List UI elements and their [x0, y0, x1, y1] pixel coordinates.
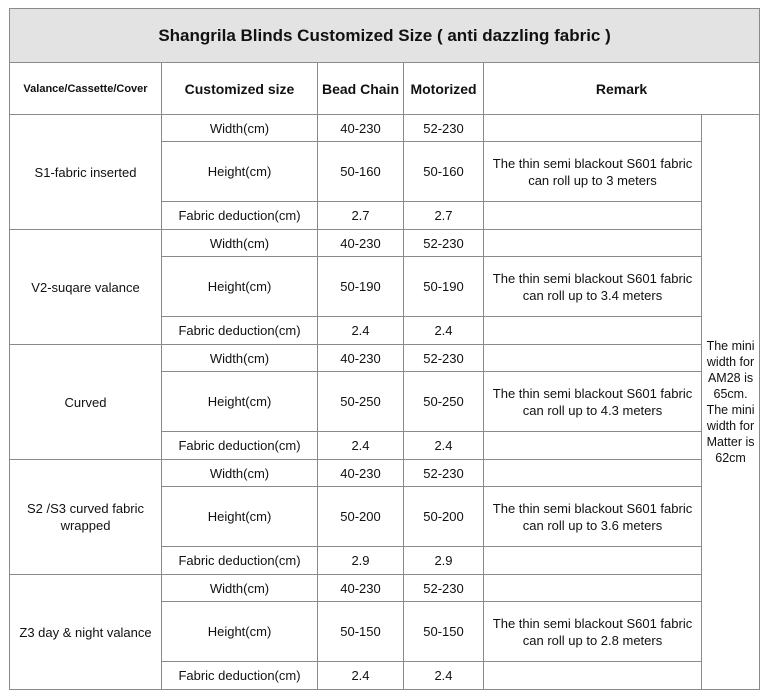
table-row [10, 115, 760, 142]
bead-chain-value: 40-230 [318, 115, 404, 142]
motorized-value: 52-230 [404, 230, 484, 257]
header-bead-chain: Bead Chain [318, 63, 404, 115]
bead-chain-value: 2.9 [318, 547, 404, 575]
header-valance: Valance/Cassette/Cover [10, 63, 162, 115]
motorized-value: 50-250 [404, 372, 484, 432]
size-table [9, 8, 760, 690]
size-label: Height(cm) [162, 257, 318, 317]
bead-chain-value: 50-150 [318, 602, 404, 662]
table-row [10, 460, 760, 487]
motorized-value: 2.4 [404, 662, 484, 690]
group-name: V2-suqare valance [10, 230, 162, 345]
motorized-value: 2.7 [404, 202, 484, 230]
remark-value [484, 202, 702, 230]
group-name: S1-fabric inserted [10, 115, 162, 230]
bead-chain-value: 50-200 [318, 487, 404, 547]
bead-chain-value: 40-230 [318, 575, 404, 602]
motorized-value: 2.4 [404, 317, 484, 345]
size-label: Height(cm) [162, 372, 318, 432]
bead-chain-value: 50-190 [318, 257, 404, 317]
bead-chain-value: 2.4 [318, 432, 404, 460]
motorized-value: 50-150 [404, 602, 484, 662]
motorized-value: 50-200 [404, 487, 484, 547]
header-remark: Remark [484, 63, 760, 115]
bead-chain-value: 2.7 [318, 202, 404, 230]
remark-value: The thin semi blackout S601 fabric can roll up to 4.3 meters [484, 372, 702, 432]
motorized-value: 52-230 [404, 345, 484, 372]
size-label: Height(cm) [162, 602, 318, 662]
size-label: Width(cm) [162, 230, 318, 257]
size-label: Width(cm) [162, 460, 318, 487]
bead-chain-value: 2.4 [318, 662, 404, 690]
side-note: The mini width for AM28 is 65cm. The mini width for Matter is 62cm [702, 115, 760, 690]
remark-value: The thin semi blackout S601 fabric can roll up to 2.8 meters [484, 602, 702, 662]
bead-chain-value: 40-230 [318, 345, 404, 372]
table-row [10, 575, 760, 602]
size-label: Height(cm) [162, 142, 318, 202]
motorized-value: 2.4 [404, 432, 484, 460]
remark-value [484, 432, 702, 460]
bead-chain-value: 50-160 [318, 142, 404, 202]
table-row [10, 230, 760, 257]
remark-value [484, 230, 702, 257]
size-label: Height(cm) [162, 487, 318, 547]
bead-chain-value: 2.4 [318, 317, 404, 345]
size-label: Fabric deduction(cm) [162, 432, 318, 460]
size-label: Fabric deduction(cm) [162, 202, 318, 230]
size-label: Fabric deduction(cm) [162, 662, 318, 690]
table-title: Shangrila Blinds Customized Size ( anti dazzling fabric ) [10, 9, 760, 63]
motorized-value: 50-160 [404, 142, 484, 202]
remark-value [484, 115, 702, 142]
bead-chain-value: 40-230 [318, 460, 404, 487]
motorized-value: 2.9 [404, 547, 484, 575]
size-label: Fabric deduction(cm) [162, 317, 318, 345]
remark-value: The thin semi blackout S601 fabric can roll up to 3.4 meters [484, 257, 702, 317]
remark-value [484, 317, 702, 345]
table-row [10, 345, 760, 372]
remark-value [484, 460, 702, 487]
remark-value [484, 547, 702, 575]
motorized-value: 52-230 [404, 460, 484, 487]
motorized-value: 52-230 [404, 575, 484, 602]
group-name: Z3 day & night valance [10, 575, 162, 690]
bead-chain-value: 50-250 [318, 372, 404, 432]
size-label: Fabric deduction(cm) [162, 547, 318, 575]
remark-value [484, 662, 702, 690]
remark-value: The thin semi blackout S601 fabric can roll up to 3.6 meters [484, 487, 702, 547]
size-table-sheet [9, 8, 759, 686]
motorized-value: 52-230 [404, 115, 484, 142]
bead-chain-value: 40-230 [318, 230, 404, 257]
header-motorized: Motorized [404, 63, 484, 115]
table-body [10, 115, 760, 690]
motorized-value: 50-190 [404, 257, 484, 317]
size-label: Width(cm) [162, 115, 318, 142]
header-customized-size: Customized size [162, 63, 318, 115]
size-label: Width(cm) [162, 345, 318, 372]
remark-value: The thin semi blackout S601 fabric can roll up to 3 meters [484, 142, 702, 202]
remark-value [484, 345, 702, 372]
remark-value [484, 575, 702, 602]
group-name: S2 /S3 curved fabric wrapped [10, 460, 162, 575]
group-name: Curved [10, 345, 162, 460]
size-label: Width(cm) [162, 575, 318, 602]
